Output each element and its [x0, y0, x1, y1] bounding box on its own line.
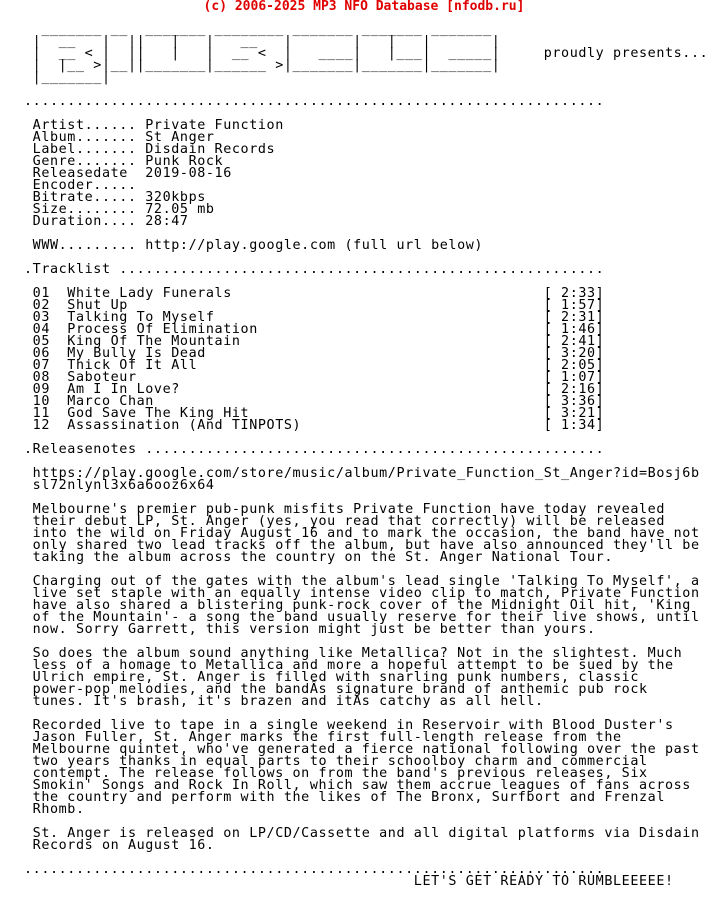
nfo-line: Melbourne quintet, who've generated a fierce national following over the past — [24, 742, 700, 757]
nfo-line: power-pop melodies, and the bandÂs signature brand of anthemic pub rock — [24, 682, 648, 697]
nfo-line: |_______| — [24, 70, 111, 85]
nfo-line: | __ | || | | __ | | | | | — [24, 34, 501, 49]
nfo-line: Recorded live to tape in a single weekend in Reservoir with Blood Duster's — [24, 718, 674, 733]
nfo-line: .Tracklist ........................................................ — [24, 262, 605, 277]
nfo-line: of the Mountain'- a song the band usually reserve for their live shows, until — [24, 610, 700, 625]
nfo-line: ................................................................... — [24, 862, 605, 877]
nfo-line: ................................................................... — [24, 94, 605, 109]
nfo-line: only shared two lead tracks off the album, but have also announced they'll be — [24, 538, 700, 553]
nfo-line: 06 My Bully Is Dead [ 3:20] — [24, 346, 605, 361]
nfo-line: into the wild on Friday August 16 and to mark the occasion, the band have not — [24, 526, 700, 541]
nfo-line: now. Sorry Garrett, this version might just be better than yours. — [24, 622, 596, 637]
nfo-line: two years thanks in equal parts to their schoolboy charm and commercial — [24, 754, 648, 769]
nfo-line: .Releasenotes ..................................................... — [24, 442, 605, 457]
nfo-line: less of a homage to Metallica and more a hopeful attempt to be sued by the — [24, 658, 674, 673]
nfo-line: 03 Talking To Myself [ 2:31] — [24, 310, 605, 325]
copyright-banner: (c) 2006-2025 MP3 NFO Database [nfodb.ru] — [203, 0, 525, 14]
nfo-line: 08 Saboteur [ 1:07] — [24, 370, 605, 385]
nfo-line: 09 Am I In Love? [ 2:16] — [24, 382, 605, 397]
nfo-line: taking the album across the country on the St. Anger National Tour. — [24, 550, 614, 565]
nfo-line: live set staple with an equally intense video clip to match, Private Function — [24, 586, 700, 601]
nfo-line: So does the album sound anything like Metallica? Not in the slightest. Much — [24, 646, 683, 661]
nfo-line: Size........ 72.05 mb — [24, 202, 215, 217]
nfo-line: _______ __ _______ ________ _______ _______ _______ — [24, 22, 492, 37]
nfo-line: St. Anger is released on LP/CD/Cassette and all digital platforms via Disdain — [24, 826, 700, 841]
nfo-line: WWW......... http://play.google.com (full url below) — [24, 238, 484, 253]
nfo-line: Label....... Disdain Records — [24, 142, 276, 157]
nfo-line: Album....... St Anger — [24, 130, 215, 145]
nfo-line: Charging out of the gates with the album's lead single 'Talking To Myself', a — [24, 574, 700, 589]
nfo-line: | __ < | || | | __ < | ____| |___| _____| proudly presents... — [24, 46, 709, 61]
nfo-line: 10 Marco Chan [ 3:36] — [24, 394, 605, 409]
nfo-line: 04 Process Of Elimination [ 1:46] — [24, 322, 605, 337]
nfo-line: tunes. It's brash, it's brazen and itÂs catchy as all hell. — [24, 694, 544, 709]
nfo-line: sl72nlynl3x6a6ooz6x64 — [24, 478, 215, 493]
nfo-text — [24, 12, 708, 888]
nfo-line: Releasedate 2019-08-16 — [24, 166, 232, 181]
nfo-line: 12 Assassination (And TINPOTS) [ 1:34] — [24, 418, 605, 433]
nfo-line: 11 God Save The King Hit [ 3:21] — [24, 406, 605, 421]
nfo-line: 07 Thick Of It All [ 2:05] — [24, 358, 605, 373]
nfo-line: | |__ >|__||_______|______ >|_______|_______|_______| — [24, 58, 501, 73]
nfo-line: Jason Fuller, St. Anger marks the first full-length release from the — [24, 730, 622, 745]
nfo-line: Bitrate..... 320kbps — [24, 190, 206, 205]
nfo-line: Melbourne's premier pub-punk misfits Private Function have today revealed — [24, 502, 665, 517]
nfo-line: 05 King Of The Mountain [ 2:41] — [24, 334, 605, 349]
nfo-line: 01 White Lady Funerals [ 2:33] — [24, 286, 605, 301]
nfo-line: 02 Shut Up [ 1:57] — [24, 298, 605, 313]
nfo-line: have also shared a blistering punk-rock cover of the Midnight Oil hit, 'King — [24, 598, 691, 613]
nfo-line: Duration.... 28:47 — [24, 214, 189, 229]
nfo-line: Artist...... Private Function — [24, 118, 284, 133]
nfo-line: Smokin' Songs and Rock In Roll, which saw them accrue leagues of fans across — [24, 778, 691, 793]
nfo-line: contempt. The release follows on from the band's previous releases, Six — [24, 766, 648, 781]
nfo-line: the country and perform with the likes of The Bronx, Surfbort and Frenzal — [24, 790, 665, 805]
nfo-line: their debut LP, St. Anger (yes, you read that correctly) will be released — [24, 514, 665, 529]
nfo-line: Genre....... Punk Rock — [24, 154, 224, 169]
nfo-line: LET'S GET READY TO RUMBLEEEEE! — [24, 874, 674, 889]
nfo-line: https://play.google.com/store/music/album/Private_Function_St_Anger?id=Bosj6b — [24, 466, 700, 481]
nfo-line: Encoder..... — [24, 178, 137, 193]
nfo-line: Rhomb. — [24, 802, 85, 817]
nfo-line: Ulrich empire, St. Anger is filled with snarling punk numbers, classic — [24, 670, 639, 685]
nfo-line: Records on August 16. — [24, 838, 215, 853]
